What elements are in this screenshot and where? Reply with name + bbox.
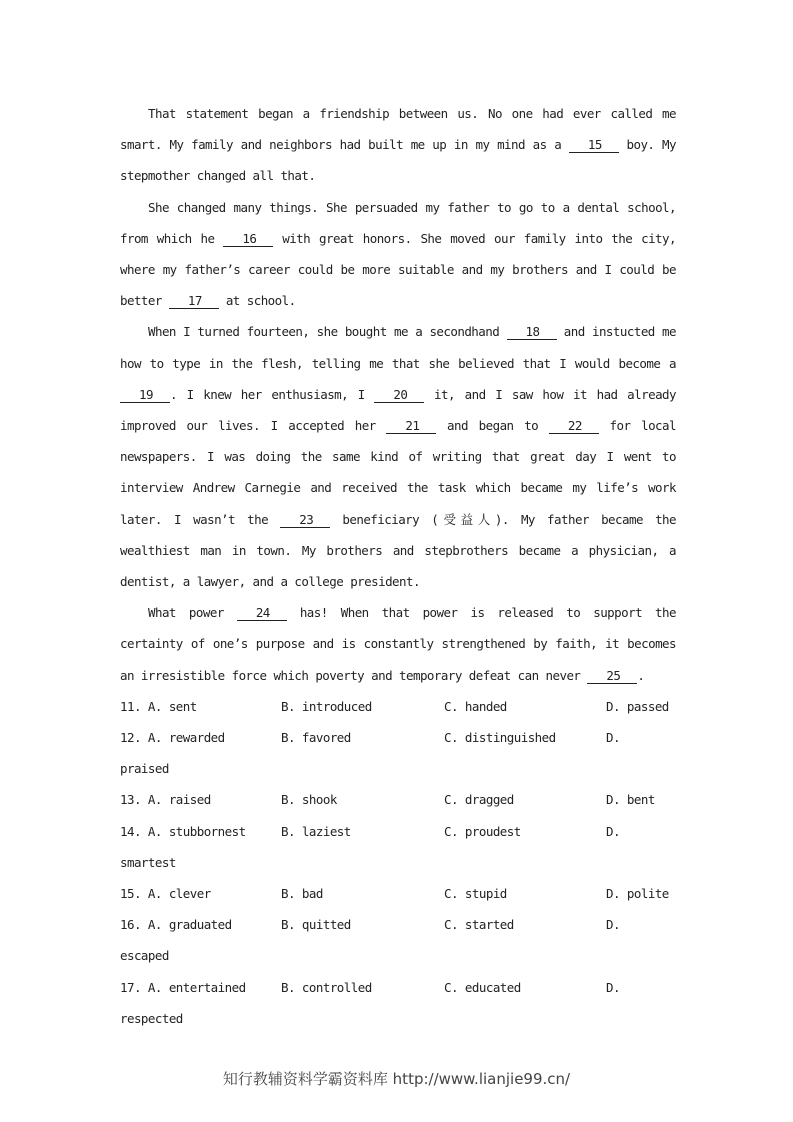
passage-text: She changed many things. She persuaded my father to go to a dental school, from which he bbox=[120, 199, 676, 246]
question-row bbox=[120, 816, 676, 847]
option-c: C. proudest bbox=[444, 823, 521, 839]
option-d-wrap: respected bbox=[120, 1010, 183, 1026]
blank-20: 20 bbox=[374, 387, 424, 403]
passage-paragraph-3 bbox=[120, 316, 676, 597]
option-a: 16. A. graduated bbox=[120, 917, 232, 933]
option-a: 15. A. clever bbox=[120, 885, 211, 901]
question-list bbox=[120, 691, 676, 1034]
option-d: D. bbox=[606, 823, 620, 839]
question-row bbox=[120, 722, 676, 753]
blank-22: 22 bbox=[549, 418, 599, 434]
passage-text: with great honors. She moved our family into the city, where my father’s career could be more suitable and my brothers and I could be better bbox=[120, 230, 676, 309]
passage-text: What power bbox=[148, 605, 237, 621]
passage-paragraph-4 bbox=[120, 597, 676, 691]
blank-21: 21 bbox=[386, 418, 436, 434]
passage-text: and instucted me how to type in the flesh, telling me that she believed that I would become a bbox=[120, 324, 676, 371]
blank-25: 25 bbox=[587, 668, 637, 684]
passage-text: for local newspapers. I was doing the same kind of writing that great day I went to interview Andrew Carnegie and received the task which became my life’s work later. I wasn’t the bbox=[120, 418, 676, 527]
blank-24: 24 bbox=[237, 605, 287, 621]
option-b: B. quitted bbox=[281, 917, 351, 933]
option-b: B. bad bbox=[281, 885, 323, 901]
blank-16: 16 bbox=[223, 231, 273, 247]
option-b: B. controlled bbox=[281, 979, 372, 995]
question-row bbox=[120, 909, 676, 940]
blank-23: 23 bbox=[280, 512, 330, 528]
option-c: C. distinguished bbox=[444, 730, 556, 746]
option-b: B. introduced bbox=[281, 698, 372, 714]
passage-text: beneficiary (受益人). My father became the wealthiest man in town. My brothers and stepbrothers became a physician, a dentist, a lawyer, and a college president. bbox=[120, 511, 677, 590]
option-d: D. polite bbox=[606, 885, 669, 901]
question-row bbox=[120, 784, 676, 815]
question-row bbox=[120, 878, 676, 909]
option-d: D. bbox=[606, 917, 620, 933]
option-c: C. handed bbox=[444, 698, 507, 714]
passage-paragraph-2 bbox=[120, 192, 676, 317]
blank-15: 15 bbox=[569, 137, 619, 153]
passage-text: . bbox=[637, 667, 645, 683]
question-row bbox=[120, 972, 676, 1003]
passage-text: When I turned fourteen, she bought me a secondhand bbox=[148, 324, 507, 340]
option-d: D. bbox=[606, 979, 620, 995]
passage-text: That statement began a friendship between us. No one had ever called me smart. My family and neighbors had built me up in my mind as a bbox=[120, 106, 676, 153]
exam-content bbox=[120, 98, 676, 1034]
option-b: B. laziest bbox=[281, 823, 351, 839]
blank-17: 17 bbox=[169, 293, 219, 309]
option-c: C. dragged bbox=[444, 792, 514, 808]
blank-18: 18 bbox=[507, 324, 557, 340]
passage-text: has! When that power is released to support the certainty of one’s purpose and is constantly strengthened by faith, it becomes an irresistible force which poverty and temporary defeat can never bbox=[120, 605, 676, 683]
passage-text: boy. My stepmother changed all that. bbox=[120, 137, 677, 184]
option-d-wrap: escaped bbox=[120, 948, 169, 964]
option-d: D. passed bbox=[606, 698, 669, 714]
passage-text: and began to bbox=[436, 418, 549, 434]
question-row bbox=[120, 691, 676, 722]
option-c: C. educated bbox=[444, 979, 521, 995]
option-b: B. shook bbox=[281, 792, 337, 808]
option-c: C. started bbox=[444, 917, 514, 933]
passage-text: . I knew her enthusiasm, I bbox=[170, 386, 375, 402]
option-d-wrap: smartest bbox=[120, 854, 176, 870]
option-d-wrap: praised bbox=[120, 761, 169, 777]
option-d: D. bent bbox=[606, 792, 655, 808]
option-a: 14. A. stubbornest bbox=[120, 823, 246, 839]
option-b: B. favored bbox=[281, 730, 351, 746]
option-a: 13. A. raised bbox=[120, 792, 211, 808]
option-a: 11. A. sent bbox=[120, 698, 197, 714]
option-c: C. stupid bbox=[444, 885, 507, 901]
option-a: 17. A. entertained bbox=[120, 979, 246, 995]
footer-watermark: 知行教辅资料学霸资料库 http://www.lianjie99.cn/ bbox=[222, 1070, 571, 1088]
passage-text: at school. bbox=[218, 293, 296, 309]
passage-paragraph-1 bbox=[120, 98, 676, 192]
option-a: 12. A. rewarded bbox=[120, 730, 225, 746]
blank-19: 19 bbox=[120, 387, 170, 403]
passage-text: it, and I saw how it had already improved our lives. I accepted her bbox=[120, 386, 677, 434]
option-d: D. bbox=[606, 730, 620, 746]
